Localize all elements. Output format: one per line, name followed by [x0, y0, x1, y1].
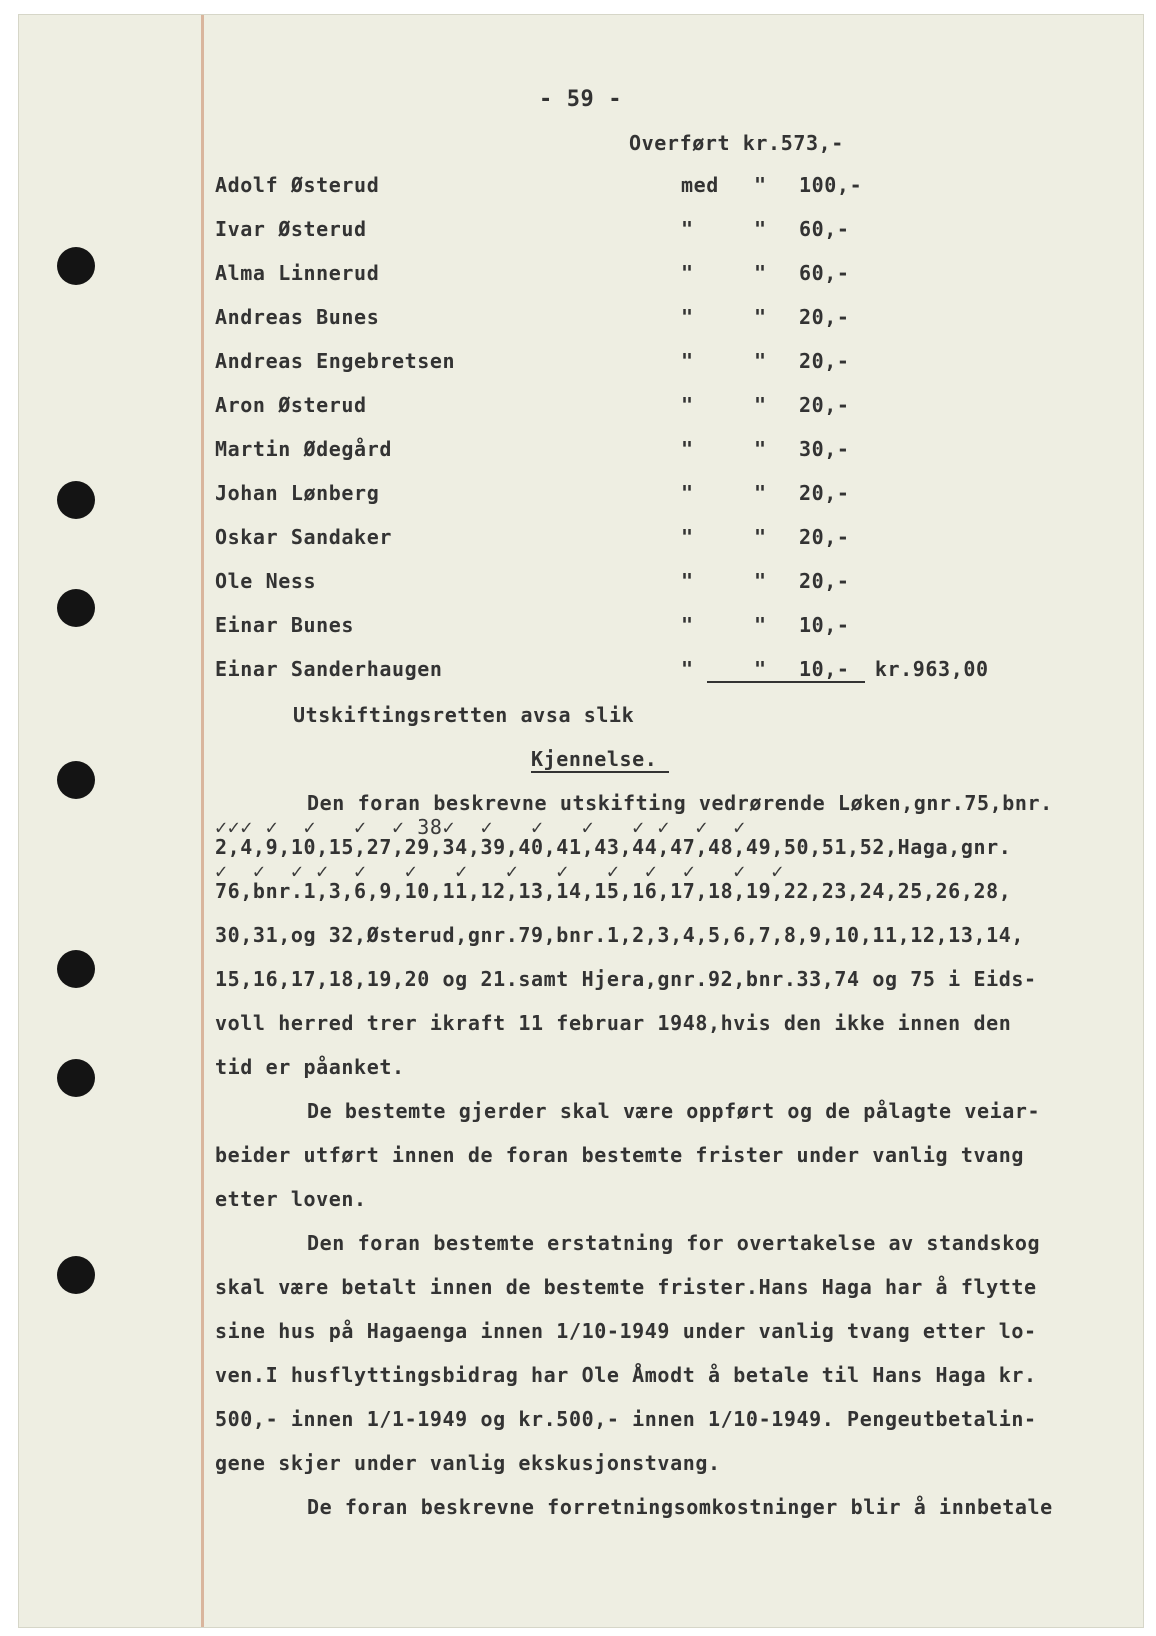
entry-amount: 20,- — [799, 569, 850, 593]
paragraph-line: Den foran bestemte erstatning for overtakelse av standskog — [307, 1231, 1041, 1255]
intro-line: Utskiftingsretten avsa slik — [293, 703, 635, 727]
entry-name: Martin Ødegård — [215, 437, 392, 461]
binder-hole — [57, 589, 95, 627]
binder-hole — [57, 1256, 95, 1294]
heading-underline — [531, 771, 669, 773]
paragraph-line: 15,16,17,18,19,20 og 21.samt Hjera,gnr.92,bnr.33,74 og 75 i Eids- — [215, 967, 1037, 991]
entry-med: " — [681, 525, 694, 549]
entry-amount: 10,- kr.963,00 — [799, 657, 989, 681]
entry-name: Ivar Østerud — [215, 217, 367, 241]
paragraph-line: De bestemte gjerder skal være oppført og de pålagte veiar- — [307, 1099, 1041, 1123]
check-marks: ✓✓✓ ✓ ✓ ✓ ✓ 38✓ ✓ ✓ ✓ ✓ ✓ ✓ ✓ — [215, 815, 746, 839]
entry-med: " — [681, 437, 694, 461]
paragraph-line: 500,- innen 1/1-1949 og kr.500,- innen 1/10-1949. Pengeutbetalin- — [215, 1407, 1037, 1431]
entry-ditto: " — [754, 217, 767, 241]
paragraph-line: De foran beskrevne forretningsomkostninger blir å innbetale — [307, 1495, 1053, 1519]
entry-med: " — [681, 481, 694, 505]
entry-ditto: " — [754, 393, 767, 417]
check-marks: ✓ ✓ ✓ ✓ ✓ ✓ ✓ ✓ ✓ ✓ ✓ ✓ ✓ ✓ — [215, 859, 784, 883]
entry-name: Andreas Bunes — [215, 305, 380, 329]
entry-amount: 60,- — [799, 261, 850, 285]
entry-name: Oskar Sandaker — [215, 525, 392, 549]
paragraph-line: sine hus på Hagaenga innen 1/10-1949 under vanlig tvang etter lo- — [215, 1319, 1037, 1343]
entry-med: " — [681, 349, 694, 373]
binder-hole — [57, 950, 95, 988]
page-number: - 59 - — [539, 87, 623, 112]
paragraph-line: skal være betalt innen de bestemte frister.Hans Haga har å flytte — [215, 1275, 1037, 1299]
binder-hole — [57, 761, 95, 799]
paragraph-line: voll herred trer ikraft 11 februar 1948,hvis den ikke innen den — [215, 1011, 1012, 1035]
entry-amount: 20,- — [799, 349, 850, 373]
paragraph-line: gene skjer under vanlig ekskusjonstvang. — [215, 1451, 721, 1475]
binder-hole — [57, 1059, 95, 1097]
paragraph-line: etter loven. — [215, 1187, 367, 1211]
entry-ditto: " — [754, 525, 767, 549]
entry-med: med — [681, 173, 719, 197]
entry-ditto: " — [754, 173, 767, 197]
entry-med: " — [681, 569, 694, 593]
section-heading: Kjennelse. — [531, 747, 658, 771]
paragraph-line: 30,31,og 32,Østerud,gnr.79,bnr.1,2,3,4,5,6,7,8,9,10,11,12,13,14, — [215, 923, 1025, 947]
binder-hole — [57, 481, 95, 519]
paragraph-line: tid er påanket. — [215, 1055, 405, 1079]
entry-amount: 100,- — [799, 173, 863, 197]
paragraph-line: 76,bnr.1,3,6,9,10,11,12,13,14,15,16,17,18,19,22,23,24,25,26,28, — [215, 879, 1012, 903]
entry-name: Einar Sanderhaugen — [215, 657, 443, 681]
entry-ditto: " — [754, 305, 767, 329]
entry-amount: 10,- — [799, 613, 850, 637]
entry-amount: 20,- — [799, 525, 850, 549]
entry-amount: 20,- — [799, 393, 850, 417]
entry-name: Ole Ness — [215, 569, 317, 593]
entry-med: " — [681, 613, 694, 637]
paragraph-line: ven.I husflyttingsbidrag har Ole Åmodt å betale til Hans Haga kr. — [215, 1363, 1037, 1387]
entry-name: Einar Bunes — [215, 613, 355, 637]
entry-name: Adolf Østerud — [215, 173, 380, 197]
sum-underline — [707, 681, 865, 683]
paragraph-line: Den foran beskrevne utskifting vedrørende Løken,gnr.75,bnr. — [307, 791, 1053, 815]
entry-name: Andreas Engebretsen — [215, 349, 456, 373]
entry-med: " — [681, 393, 694, 417]
entry-amount: 20,- — [799, 305, 850, 329]
entry-amount: 30,- — [799, 437, 850, 461]
entry-amount: 20,- — [799, 481, 850, 505]
entry-ditto: " — [754, 261, 767, 285]
margin-line — [201, 15, 204, 1627]
document-page — [18, 14, 1144, 1628]
entry-ditto: " — [754, 349, 767, 373]
entry-name: Alma Linnerud — [215, 261, 380, 285]
entry-name: Aron Østerud — [215, 393, 367, 417]
entry-ditto: " — [754, 657, 767, 681]
entry-ditto: " — [754, 481, 767, 505]
entry-med: " — [681, 217, 694, 241]
paragraph-line: 2,4,9,10,15,27,29,34,39,40,41,43,44,47,48,49,50,51,52,Haga,gnr. — [215, 835, 1012, 859]
entry-amount: 60,- — [799, 217, 850, 241]
entry-med: " — [681, 657, 694, 681]
binder-hole — [57, 247, 95, 285]
entry-ditto: " — [754, 569, 767, 593]
entry-med: " — [681, 261, 694, 285]
entry-ditto: " — [754, 613, 767, 637]
paragraph-line: beider utført innen de foran bestemte frister under vanlig tvang — [215, 1143, 1025, 1167]
entry-ditto: " — [754, 437, 767, 461]
entry-name: Johan Lønberg — [215, 481, 380, 505]
carried-over-total: Overført kr.573,- — [629, 131, 844, 155]
entry-med: " — [681, 305, 694, 329]
